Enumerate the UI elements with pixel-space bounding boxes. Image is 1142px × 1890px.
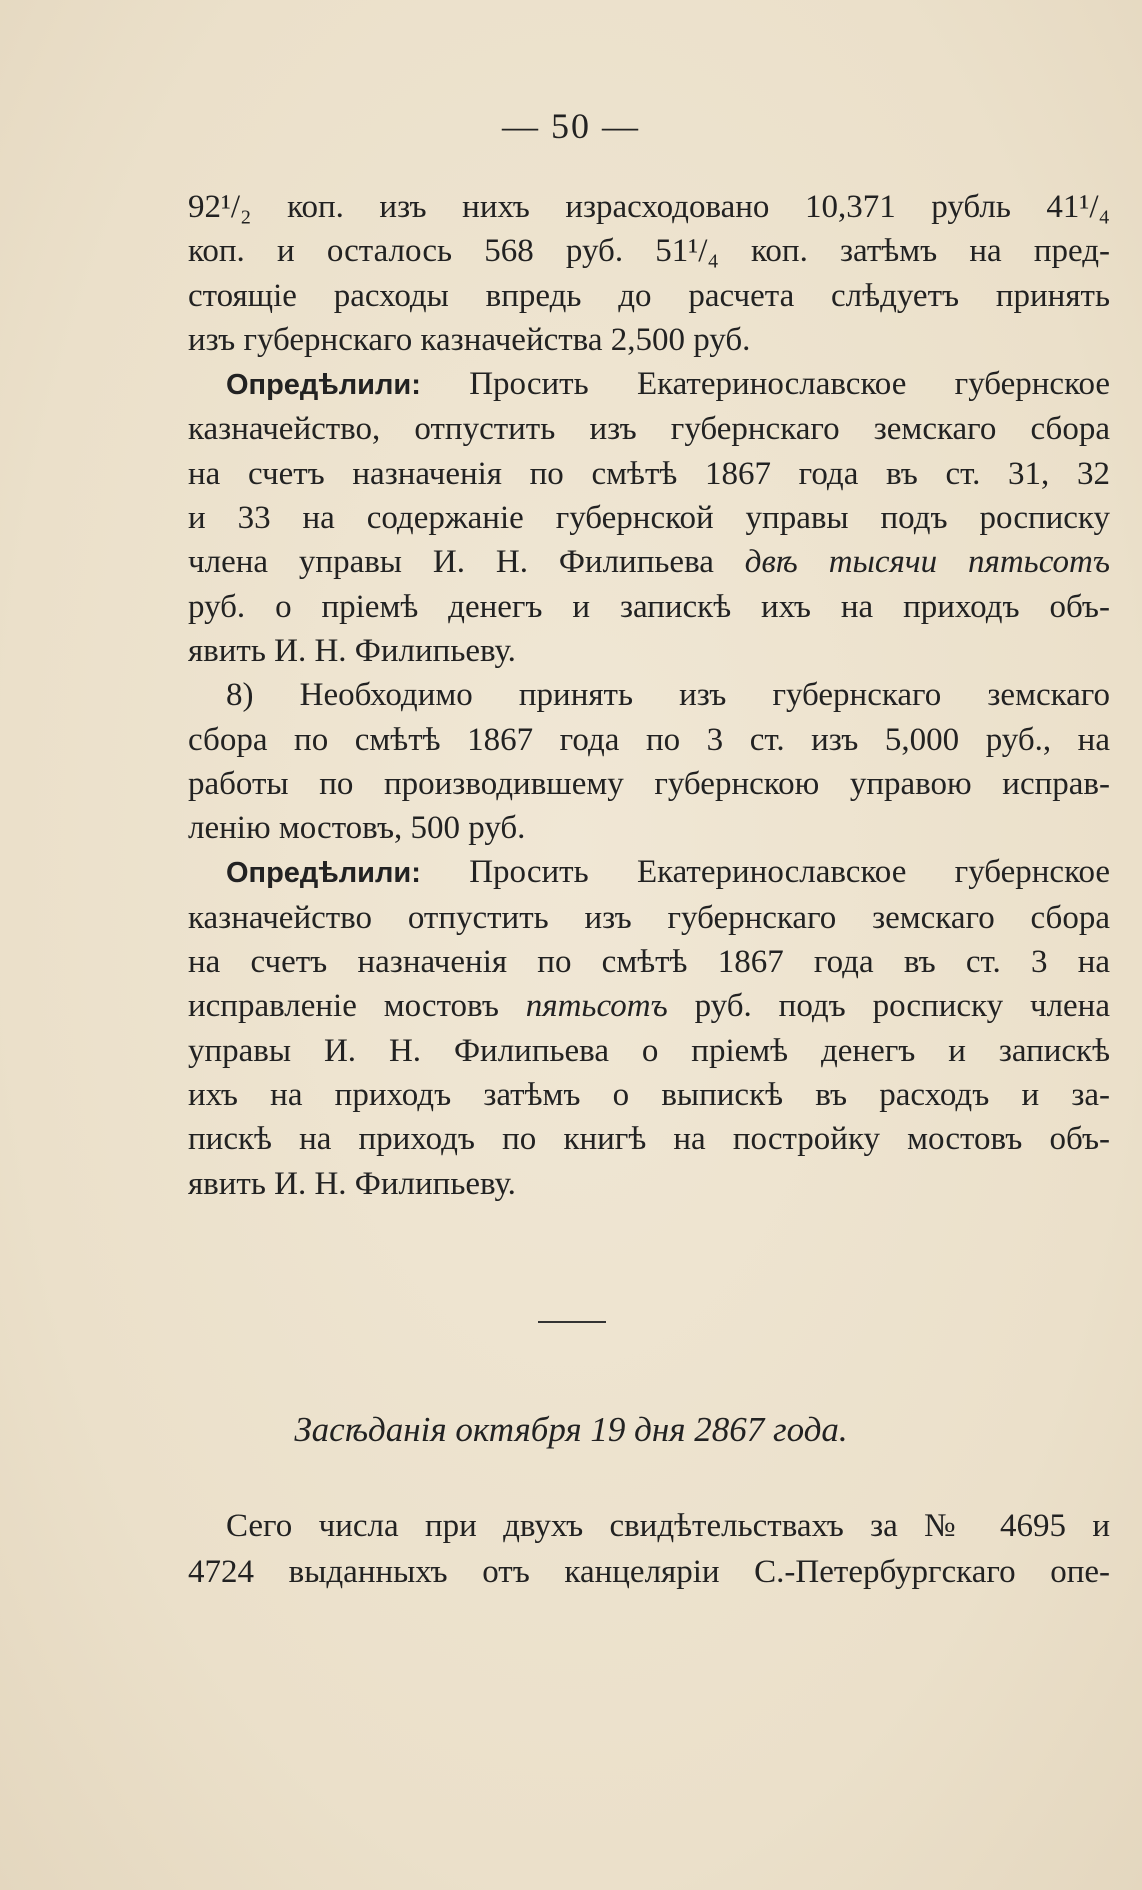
italic-amount: двѣ тысячи пятьсотъ bbox=[744, 544, 1110, 581]
paragraph-3 bbox=[188, 673, 1110, 850]
text-line bbox=[188, 850, 1110, 895]
page-number: — 50 — bbox=[502, 106, 640, 146]
text-line: явить И. Н. Филипьеву. bbox=[188, 632, 516, 669]
text-line: 92¹/₂ коп. изъ нихъ израсходовано 10,371 рубль 41¹/₄ bbox=[188, 189, 1110, 225]
text-line: Сего числа при двухъ свидѣтельствахъ за № 4695 и bbox=[226, 1508, 1110, 1544]
paragraph-4 bbox=[188, 850, 1110, 1205]
text-fragment: руб. подъ росписку члена bbox=[667, 988, 1110, 1025]
text-fragment: члена управы И. Н. Филипьева bbox=[188, 544, 745, 581]
text-line: ленію мостовъ, 500 руб. bbox=[188, 810, 526, 847]
text-line: ихъ на приходъ затѣмъ о выпискѣ въ расходъ и за- bbox=[188, 1076, 1110, 1113]
text-fragment: Просить Екатеринославское губернское bbox=[420, 854, 1110, 891]
text-line: явить И. Н. Филипьеву. bbox=[188, 1165, 516, 1202]
text-line bbox=[188, 362, 1110, 407]
text-fragment: Просить Екатеринославское губернское bbox=[420, 366, 1110, 403]
text-line: пискѣ на приходъ по книгѣ на постройку мостовъ объ- bbox=[188, 1121, 1110, 1158]
text-line: на счетъ назначенія по смѣтѣ 1867 года въ ст. 31, 32 bbox=[188, 455, 1110, 492]
paragraph-2 bbox=[188, 362, 1110, 673]
text-line: сбора по смѣтѣ 1867 года по 3 ст. изъ 5,000 руб., на bbox=[188, 721, 1110, 758]
text-line: казначейство, отпустить изъ губернскаго земскаго сбора bbox=[188, 411, 1110, 448]
text-line bbox=[188, 984, 1110, 1028]
text-line bbox=[188, 540, 1110, 584]
resolution-label: Опредѣлили: bbox=[226, 369, 421, 402]
text-line: стоящіе расходы впредь до расчета слѣдуетъ принять bbox=[188, 277, 1110, 314]
text-line: на счетъ назначенія по смѣтѣ 1867 года въ ст. 3 на bbox=[188, 944, 1110, 981]
text-line: руб. о пріемѣ денегъ и запискѣ ихъ на приходъ объ- bbox=[188, 588, 1110, 625]
session-heading: Засѣданія октября 19 дня 2867 года. bbox=[294, 1410, 848, 1449]
text-line: управы И. Н. Филипьева о пріемѣ денегъ и запискѣ bbox=[188, 1032, 1110, 1069]
text-line: 8) Необходимо принять изъ губернскаго земскаго bbox=[226, 677, 1110, 714]
italic-amount: пятьсотъ bbox=[525, 988, 668, 1025]
text-line: 4724 выданныхъ отъ канцеляріи С.-Петербургскаго опе- bbox=[188, 1554, 1110, 1590]
section-divider bbox=[538, 1321, 606, 1323]
text-line: коп. и осталось 568 руб. 51¹/₄ коп. затѣмъ на пред- bbox=[188, 233, 1110, 270]
text-line: казначейство отпустить изъ губернскаго земскаго сбора bbox=[188, 899, 1110, 936]
text-line: работы по производившему губернскою управою исправ- bbox=[188, 765, 1110, 802]
text-line: изъ губернскаго казначейства 2,500 руб. bbox=[188, 321, 751, 358]
resolution-label: Опредѣлили: bbox=[226, 857, 421, 890]
text-line: и 33 на содержаніе губернской управы подъ росписку bbox=[188, 500, 1110, 537]
main-text bbox=[188, 185, 1110, 1206]
paragraph-1 bbox=[188, 185, 1110, 362]
text-fragment: исправленіе мостовъ bbox=[188, 988, 526, 1025]
bottom-paragraph bbox=[188, 1503, 1110, 1595]
